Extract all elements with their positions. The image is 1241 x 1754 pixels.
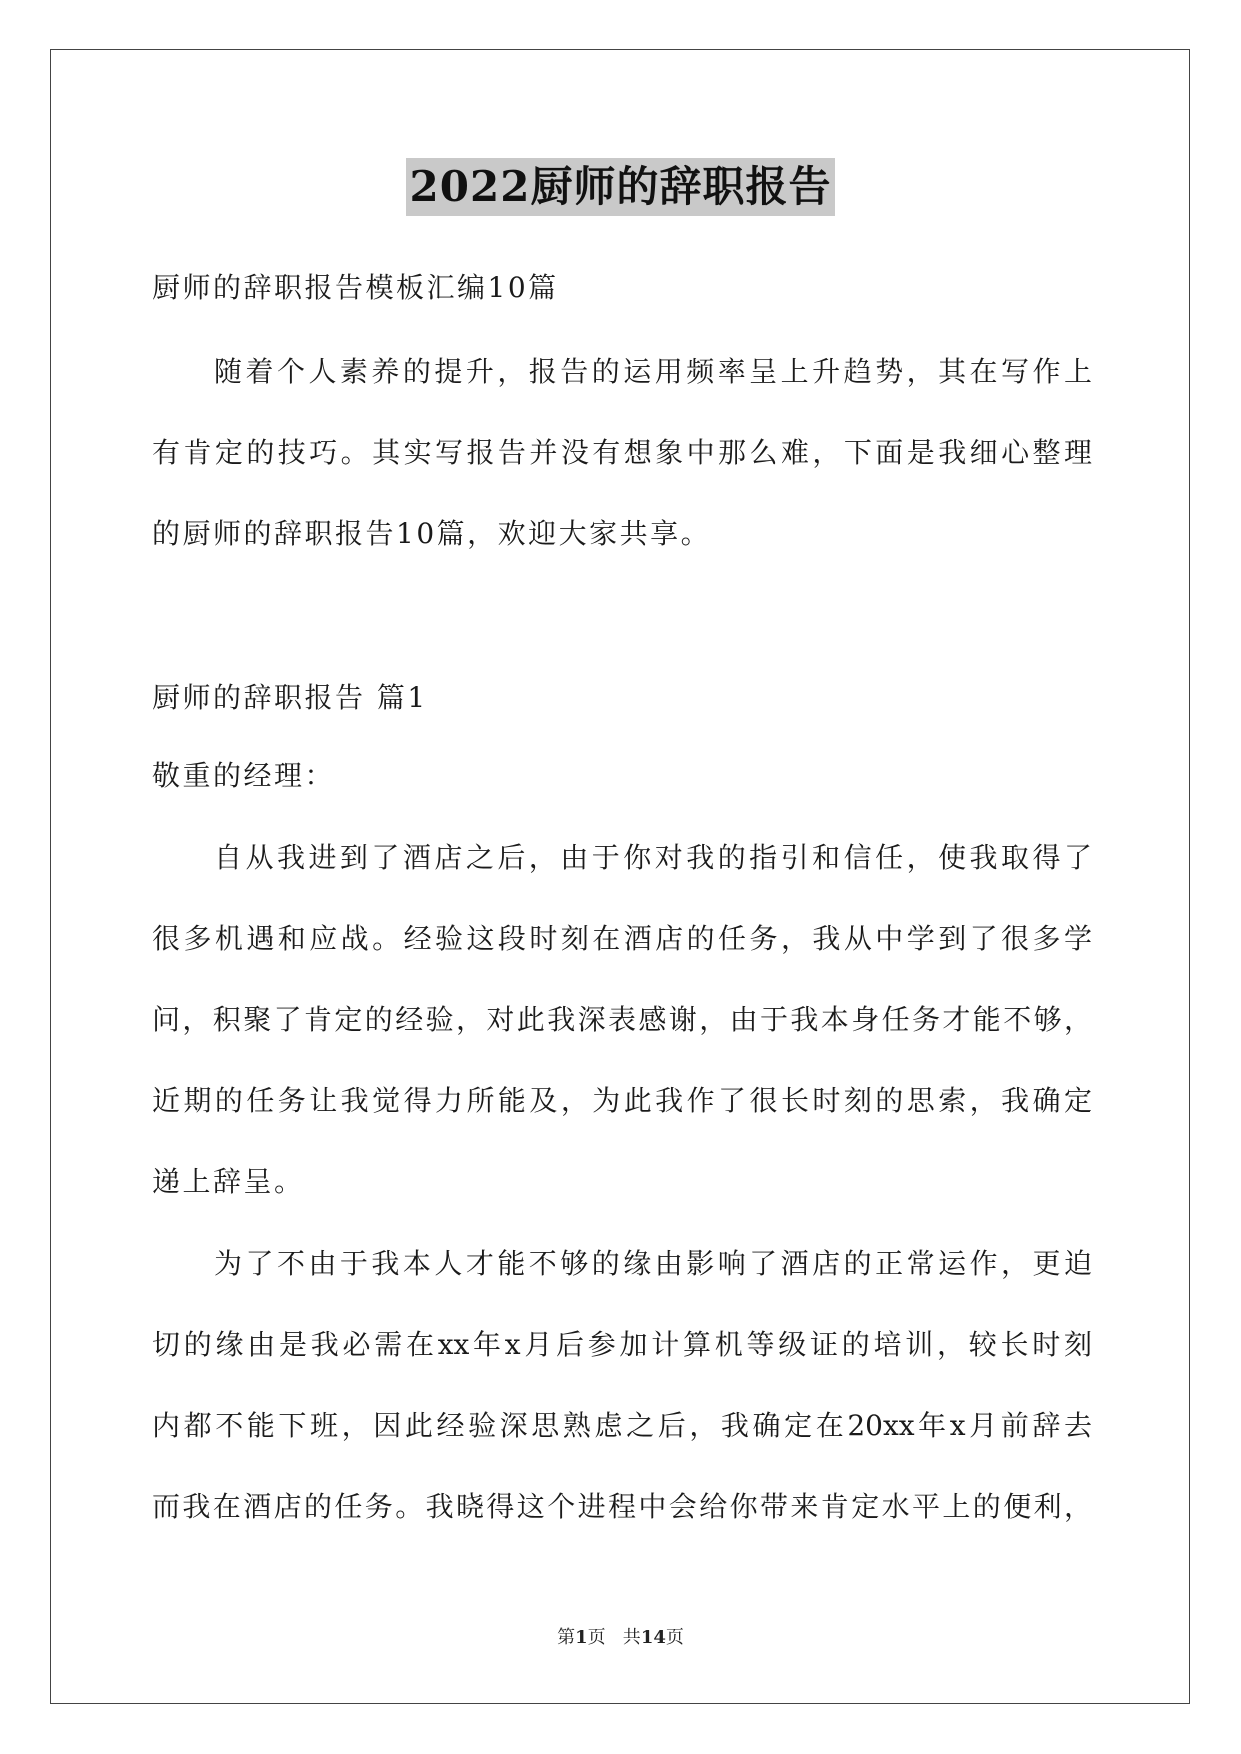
footer-suffix: 页 — [665, 1627, 684, 1648]
paragraph1-line-4: 近期的任务让我觉得力所能及，为此我作了很长时刻的思索，我确定 — [152, 1084, 1092, 1117]
paragraph1-line-5: 递上辞呈。 — [152, 1165, 305, 1198]
document-subtitle: 厨师的辞职报告模板汇编10篇 — [152, 271, 559, 304]
footer-page-number: 1 — [575, 1627, 588, 1648]
salutation: 敬重的经理： — [152, 759, 336, 792]
footer-total-pages: 14 — [640, 1627, 666, 1648]
title-container — [0, 158, 1241, 216]
intro-line-2: 有肯定的技巧。其实写报告并没有想象中那么难，下面是我细心整理 — [152, 436, 1092, 469]
paragraph2-line-4: 而我在酒店的任务。我晓得这个进程中会给你带来肯定水平上的便利， — [152, 1490, 1092, 1523]
document-title: 2022厨师的辞职报告 — [406, 158, 836, 216]
footer-prefix: 第 — [557, 1627, 576, 1648]
footer-mid: 页 共 — [587, 1627, 641, 1648]
paragraph1-line-3: 问，积聚了肯定的经验，对此我深表感谢，由于我本身任务才能不够， — [152, 1003, 1092, 1036]
intro-line-3: 的厨师的辞职报告10篇，欢迎大家共享。 — [152, 517, 712, 550]
paragraph1-line-1: 自从我进到了酒店之后，由于你对我的指引和信任，使我取得了 — [214, 841, 1092, 874]
paragraph2-line-3: 内都不能下班，因此经验深思熟虑之后，我确定在20xx年x月前辞去 — [152, 1409, 1092, 1442]
intro-line-1: 随着个人素养的提升，报告的运用频率呈上升趋势，其在写作上 — [214, 355, 1092, 388]
paragraph2-line-2: 切的缘由是我必需在xx年x月后参加计算机等级证的培训，较长时刻 — [152, 1328, 1092, 1361]
paragraph2-line-1: 为了不由于我本人才能不够的缘由影响了酒店的正常运作，更迫 — [214, 1247, 1092, 1280]
section-heading: 厨师的辞职报告 篇1 — [152, 681, 428, 714]
paragraph1-line-2: 很多机遇和应战。经验这段时刻在酒店的任务，我从中学到了很多学 — [152, 922, 1092, 955]
page-footer — [0, 1626, 1241, 1650]
